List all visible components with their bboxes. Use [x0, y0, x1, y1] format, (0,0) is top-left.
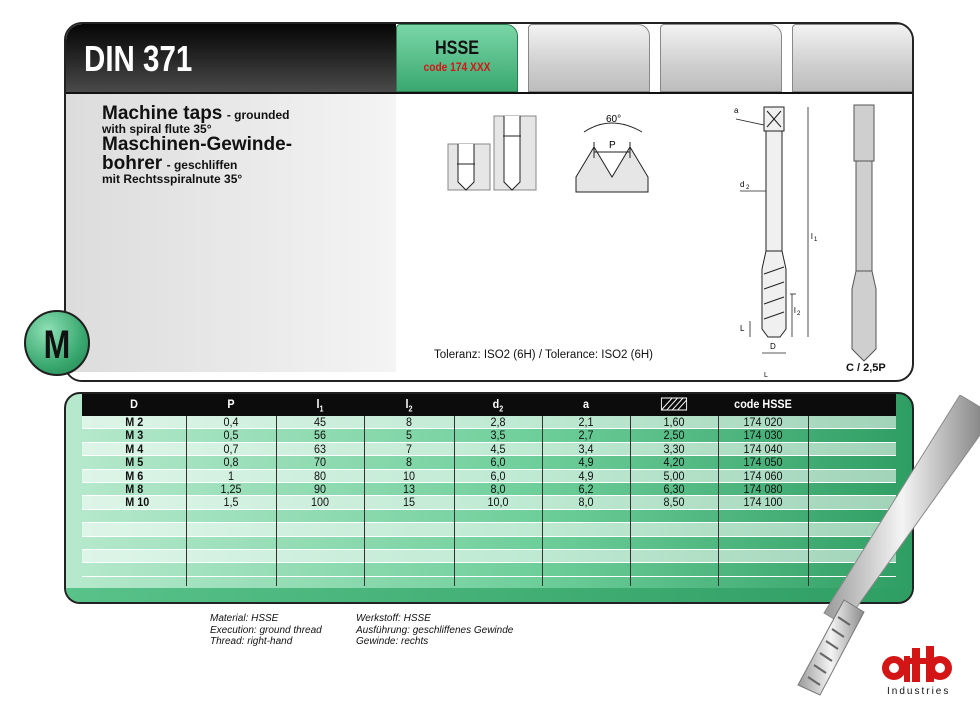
table-cell: M 8 [125, 482, 144, 496]
blind-hole-short-icon [448, 144, 490, 190]
de-title-line2: bohrer [102, 153, 163, 174]
table-cell: 1 [227, 468, 235, 483]
table-cell: 8,0 [578, 495, 594, 510]
table-cell: 10 [402, 468, 416, 483]
table-column-divider [808, 416, 809, 586]
table-cell: 63 [313, 441, 327, 456]
tap-outline-icon [762, 107, 786, 337]
table-cell: 4,5 [490, 441, 506, 456]
table-cell: M 5 [125, 455, 144, 470]
table-cell: 8,50 [663, 495, 685, 510]
table-header-text: D [130, 397, 138, 411]
table-column-divider [630, 416, 631, 586]
table-header-subscript: 2 [408, 404, 413, 414]
table-cell: 2,1 [578, 415, 594, 429]
tab-empty-3[interactable] [792, 24, 914, 92]
table-header-cell [546, 397, 625, 411]
footnote-de-execution: Ausführung: geschliffenes Gewinde [356, 624, 514, 636]
en-title-suffix: - grounded [226, 108, 290, 122]
table-cell: 8,0 [490, 482, 506, 496]
table-cell: M 3 [125, 428, 144, 443]
de-subtitle: mit Rechtsspiralnute 35° [102, 172, 243, 186]
table-header-text: P [227, 397, 235, 411]
table-cell: 4,9 [578, 468, 594, 483]
table-row [82, 510, 896, 523]
table-cell: 10,0 [487, 495, 509, 510]
label-L: L [740, 324, 745, 333]
table-cell: 1,5 [223, 495, 239, 510]
label-D: D [770, 342, 776, 351]
table-header-text: a [582, 397, 590, 411]
footnote-de [356, 613, 513, 648]
footnote-en-thread: Thread: right-hand [210, 636, 293, 647]
table-cell: 0,5 [223, 428, 239, 443]
table-cell: 6,30 [663, 482, 685, 496]
table-cell: 15 [402, 495, 416, 510]
table-header-cell [369, 397, 450, 413]
spec-table [64, 392, 914, 604]
table-cell: M 4 [125, 441, 144, 456]
table-row [82, 416, 896, 429]
hatch-symbol-icon [634, 397, 713, 414]
table-header-text: d [492, 397, 500, 411]
table-row [82, 550, 896, 563]
tab-hsse-label: HSSE [435, 38, 479, 59]
thread-badge [24, 310, 90, 376]
info-divider [66, 372, 396, 382]
table-cell: 1,60 [663, 415, 685, 429]
tab-empty-1[interactable] [528, 24, 650, 92]
footnote-de-thread: Gewinde: rechts [356, 636, 429, 647]
table-row [82, 483, 896, 496]
tab-empty-2[interactable] [660, 24, 782, 92]
table-cell: 45 [313, 415, 327, 429]
table-cell: 3,4 [578, 441, 594, 456]
table-cell: 0,8 [223, 455, 239, 470]
table-header-cell [191, 397, 272, 411]
table-header [82, 394, 896, 416]
page-title: DIN 371 [84, 38, 193, 79]
table-cell: 2,8 [490, 415, 506, 429]
table-cell: 3,5 [490, 428, 506, 443]
table-cell: 6,0 [490, 455, 506, 470]
angle-label: 60° [606, 114, 622, 125]
table-header-text: l [316, 397, 320, 411]
de-title-suffix: - geschliffen [166, 158, 238, 172]
table-cell: 56 [313, 428, 327, 443]
product-card [64, 22, 914, 382]
table-row [82, 470, 896, 483]
table-header-cell [280, 397, 359, 413]
en-subtitle: with spiral flute 35° [102, 122, 212, 136]
footnote-de-material: Werkstoff: HSSE [356, 613, 431, 624]
tab-hsse[interactable] [396, 24, 518, 92]
table-cell: 174 040 [743, 441, 783, 456]
table-header-subscript: 2 [499, 404, 504, 414]
table-cell: 90 [313, 482, 327, 496]
table-cell: 70 [313, 455, 327, 470]
table-cell: M 10 [125, 495, 150, 510]
table-cell: 7 [405, 441, 413, 456]
thread-badge-letter: M [43, 323, 71, 367]
title-bar [66, 24, 396, 92]
table-footer-band [66, 588, 914, 604]
table-header-cell [87, 397, 181, 411]
table-cell: 4,20 [663, 455, 685, 470]
chamfer-note: C / 2,5P [846, 362, 886, 374]
en-title: Machine taps [102, 103, 223, 124]
table-row [82, 456, 896, 469]
table-cell: 174 020 [743, 415, 783, 429]
table-cell: 0,7 [223, 441, 239, 456]
table-header-text: l [405, 397, 409, 411]
table-cell: 4,9 [578, 455, 594, 470]
table-cell: 5 [405, 428, 413, 443]
table-cell: 3,30 [663, 441, 685, 456]
footnote-en-execution: Execution: ground thread [210, 624, 322, 636]
pitch-label: P [609, 140, 616, 151]
table-column-divider [454, 416, 455, 586]
table-cell: 5,00 [663, 468, 685, 483]
table-cell: 2,50 [663, 428, 685, 443]
table-cell: 1,25 [220, 482, 242, 496]
table-header-cell [723, 397, 804, 411]
table-cell: 80 [313, 468, 327, 483]
table-column-divider [276, 416, 277, 586]
tap-photo-small-icon [852, 105, 876, 361]
table-cell: 174 080 [743, 482, 783, 496]
table-cell: 174 100 [743, 495, 783, 510]
table-cell: 2,7 [578, 428, 594, 443]
de-title-line1: Maschinen-Gewinde- [102, 134, 293, 155]
footnote-en [210, 613, 322, 648]
tab-hsse-code: code 174 XXX [423, 60, 491, 74]
table-cell: M 6 [125, 468, 144, 483]
table-cell: 174 030 [743, 428, 783, 443]
label-l1: l [811, 232, 813, 241]
table-row [82, 523, 896, 536]
label-l1-sub: 1 [814, 237, 818, 243]
thread-diagram [436, 102, 686, 252]
atb-logo-icon [880, 644, 958, 684]
table-cell: 6,2 [578, 482, 594, 496]
label-a: a [734, 106, 739, 115]
table-header-subscript: 1 [319, 404, 324, 414]
table-column-divider [542, 416, 543, 586]
table-cell: 0,4 [223, 415, 239, 429]
table-cell: 100 [310, 495, 330, 510]
info-panel [66, 94, 396, 382]
table-cell: 174 050 [743, 455, 783, 470]
logo-subtitle: Industries [887, 686, 951, 697]
footnote-en-material: Material: HSSE [210, 613, 279, 624]
thread-profile-icon [576, 123, 648, 192]
table-body [82, 416, 896, 586]
table-header-text: code HSSE [734, 397, 792, 411]
table-cell: 13 [402, 482, 416, 496]
table-row [82, 429, 896, 442]
tolerance-note: Toleranz: ISO2 (6H) / Tolerance: ISO2 (6H) [434, 349, 654, 361]
label-d2: d [740, 180, 745, 189]
label-l2-sub: 2 [797, 311, 801, 317]
table-row [82, 537, 896, 550]
table-cell: 8 [405, 455, 413, 470]
table-column-divider [364, 416, 365, 586]
table-row [82, 496, 896, 509]
table-row [82, 443, 896, 456]
label-L-small: L [764, 372, 768, 379]
table-header-cell [458, 397, 537, 413]
label-d2-sub: 2 [746, 185, 750, 191]
table-row [82, 563, 896, 576]
table-column-divider [186, 416, 187, 586]
table-cell: 174 060 [743, 468, 783, 483]
table-cell: 6,0 [490, 468, 506, 483]
tap-drawing [726, 99, 914, 382]
blind-hole-long-icon [494, 116, 536, 190]
label-l2: l [794, 306, 796, 315]
table-cell: 8 [405, 415, 413, 429]
table-column-divider [718, 416, 719, 586]
table-cell: M 2 [125, 415, 144, 429]
description [102, 104, 392, 185]
